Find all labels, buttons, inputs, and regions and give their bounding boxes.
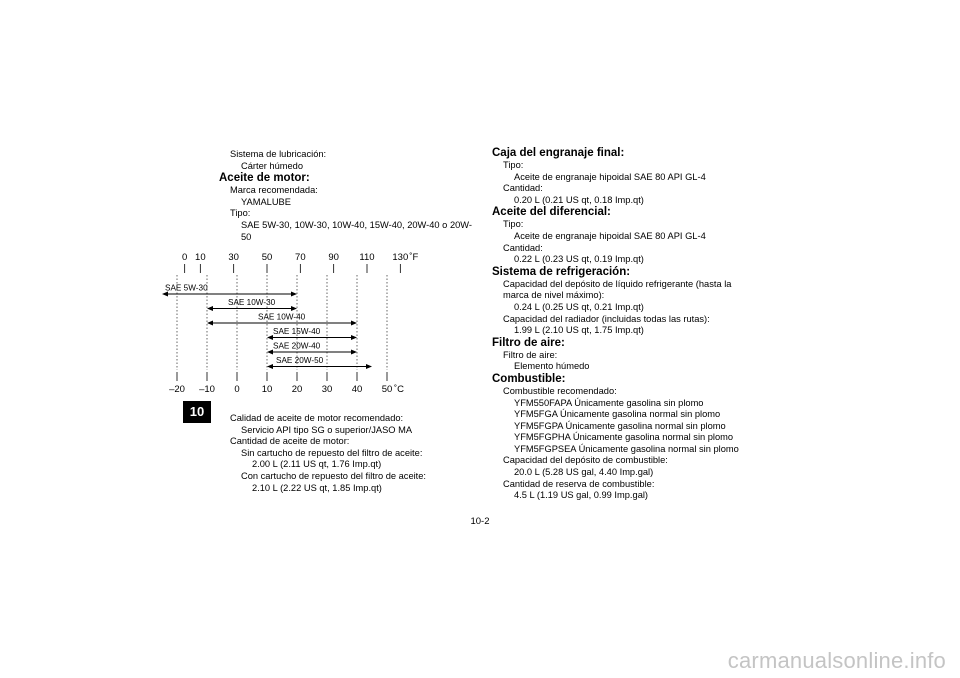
right-line: Filtro de aire:	[503, 349, 558, 360]
left-bottom-line: Con cartucho de repuesto del filtro de aceite:	[241, 470, 427, 481]
range-arrow-right	[291, 306, 297, 311]
right-line: Capacidad del depósito de líquido refrigerante (hasta la	[503, 278, 732, 289]
right-heading: Sistema de refrigeración:	[492, 265, 631, 278]
left-top-line: Tipo:	[230, 208, 251, 219]
right-line: Capacidad del radiador (incluidas todas las rutas):	[503, 313, 710, 324]
fahrenheit-tick-label: 70	[295, 252, 306, 263]
right-line: YFM5FGPA Únicamente gasolina normal sin plomo	[514, 420, 726, 431]
celsius-tick-label: 40	[351, 384, 363, 395]
left-top-line: Marca recomendada:	[230, 185, 318, 196]
fahrenheit-tick-label: 130	[392, 252, 409, 263]
range-arrow-right	[351, 321, 357, 326]
celsius-tick-label: 10	[261, 384, 273, 395]
celsius-tick-label: 50	[381, 384, 393, 395]
fahrenheit-tick-label: 30	[228, 252, 239, 263]
left-bottom-line: Cantidad de aceite de motor:	[230, 436, 350, 447]
range-arrow-right	[291, 292, 297, 297]
celsius-tick-label: 20	[291, 384, 303, 395]
right-line: 4.5 L (1.19 US gal, 0.99 Imp.gal)	[514, 490, 649, 501]
right-heading: Caja del engranaje final:	[492, 147, 625, 159]
range-arrow-right	[351, 350, 357, 355]
fahrenheit-tick-label: 0	[182, 252, 188, 263]
left-bottom-line: Sin cartucho de repuesto del filtro de aceite:	[241, 447, 423, 458]
left-top-line: Sistema de lubricación:	[230, 149, 327, 159]
watermark: carmanualsonline.info	[727, 648, 946, 673]
left-top-line: SAE 5W-30, 10W-30, 10W-40, 15W-40, 20W-40 o 20W-	[241, 219, 472, 230]
left-top-line: 50	[241, 231, 252, 242]
series-label: SAE 20W-40	[273, 341, 321, 351]
left-top-line: Cárter húmedo	[241, 160, 304, 171]
right-line: 1.99 L (2.10 US qt, 1.75 Imp.qt)	[514, 325, 644, 336]
right-line: Combustible recomendado:	[503, 385, 617, 396]
right-line: Elemento húmedo	[514, 361, 590, 372]
right-heading: Combustible:	[492, 372, 566, 385]
fahrenheit-tick-label: 90	[328, 252, 339, 263]
fahrenheit-tick-label: 10	[195, 252, 206, 263]
range-arrow-left	[267, 364, 273, 369]
right-line: Capacidad del depósito de combustible:	[503, 455, 668, 466]
series-label: SAE 5W-30	[165, 283, 208, 293]
series-label: SAE 10W-30	[228, 298, 276, 307]
range-arrow-right	[366, 364, 372, 369]
series-label: SAE 15W-40	[273, 327, 321, 336]
left-bottom-line: Calidad de aceite de motor recomendado:	[230, 413, 404, 423]
page-number: 10-2	[470, 516, 490, 527]
right-line: YFM5FGA Únicamente gasolina normal sin plomo	[514, 409, 721, 420]
right-line: Cantidad de reserva de combustible:	[503, 478, 655, 489]
celsius-tick-label: –20	[169, 384, 185, 395]
fahrenheit-unit: ˚F	[409, 252, 419, 263]
fahrenheit-tick-label: 110	[359, 252, 375, 263]
right-line: YFM550FAPA Únicamente gasolina sin plomo	[514, 397, 704, 408]
range-arrow-right	[351, 335, 357, 340]
right-line: 20.0 L (5.28 US gal, 4.40 Imp.gal)	[514, 467, 654, 478]
right-heading: Aceite del diferencial:	[492, 206, 611, 219]
engine-oil-spec-top	[219, 149, 472, 243]
range-arrow-left	[207, 306, 213, 311]
fahrenheit-tick-label: 50	[261, 252, 273, 263]
right-line: Aceite de engranaje hipoidal SAE 80 API GL-4	[514, 230, 706, 241]
celsius-unit: ˚C	[394, 384, 405, 395]
right-line: Aceite de engranaje hipoidal SAE 80 API GL-4	[514, 171, 706, 182]
series-label: SAE 10W-40	[258, 312, 306, 322]
specs-right-column	[492, 147, 739, 502]
right-line: marca de nivel máximo):	[503, 290, 605, 301]
left-bottom-line: Servicio API tipo SG o superior/JASO MA	[241, 424, 413, 435]
celsius-tick-label: –10	[199, 384, 215, 395]
engine-oil-spec-bottom	[219, 413, 426, 494]
right-line: 0.20 L (0.21 US qt, 0.18 Imp.qt)	[514, 194, 644, 205]
series-label: SAE 20W-50	[276, 356, 324, 365]
right-line: Tipo:	[503, 160, 524, 170]
left-bottom-line: 2.00 L (2.11 US qt, 1.76 Imp.qt)	[252, 459, 382, 470]
right-heading: Filtro de aire:	[492, 336, 565, 349]
chapter-tab: 10	[183, 401, 211, 423]
range-arrow-left	[207, 321, 213, 326]
right-line: 0.22 L (0.23 US qt, 0.19 Imp.qt)	[514, 254, 644, 265]
left-bottom-line: 2.10 L (2.22 US qt, 1.85 Imp.qt)	[252, 482, 382, 493]
right-line: 0.24 L (0.25 US qt, 0.21 Imp.qt)	[514, 301, 644, 312]
right-line: Tipo:	[503, 219, 524, 230]
celsius-tick-label: 30	[321, 384, 333, 395]
right-line: YFM5FGPHA Únicamente gasolina normal sin plomo	[514, 432, 734, 443]
oil-viscosity-chart	[165, 250, 446, 400]
left-top-line: YAMALUBE	[241, 196, 291, 207]
right-line: YFM5FGPSEA Únicamente gasolina normal sin plomo	[514, 443, 739, 454]
celsius-tick-label: 0	[234, 384, 240, 395]
right-line: Cantidad:	[503, 183, 543, 194]
left-top-heading: Aceite de motor:	[219, 172, 310, 185]
right-line: Cantidad:	[503, 242, 543, 253]
